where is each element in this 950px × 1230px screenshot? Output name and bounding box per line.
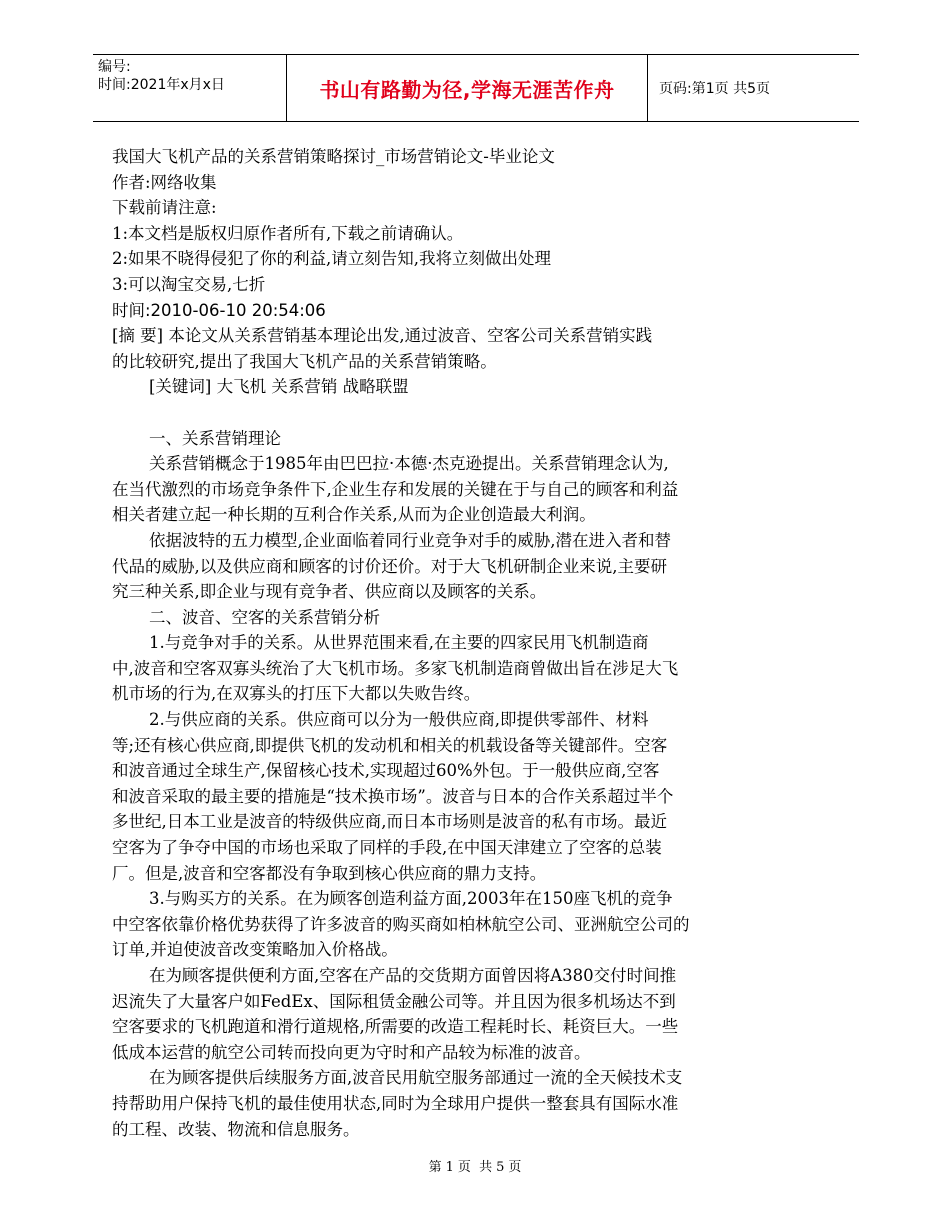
document-body <box>112 144 772 1142</box>
abstract-line-1: [摘 要] 本论文从关系营销基本理论出发,通过波音、空客公司关系营销实践 <box>112 326 653 346</box>
doc-number-label: 编号: <box>98 59 131 75</box>
page-header <box>93 54 859 122</box>
doc-title: 我国大飞机产品的关系营销策略探讨_市场营销论文-毕业论文 <box>112 147 555 166</box>
paragraph-line: 和波音通过全球生产,保留核心技术,实现超过60%外包。于一般供应商,空客 <box>112 761 660 781</box>
paragraph-line: 在为顾客提供便利方面,空客在产品的交货期方面曾因将A380交付时间推 <box>149 966 677 985</box>
paragraph-7 <box>112 1065 772 1142</box>
page-footer <box>0 1156 950 1175</box>
spacer <box>112 400 772 426</box>
paragraph-line: 的工程、改装、物流和信息服务。 <box>112 1119 360 1139</box>
paragraph-line: 持帮助用户保持飞机的最佳使用状态,同时为全球用户提供一整套具有国际水准 <box>112 1093 679 1113</box>
abstract-line-2: 的比较研究,提出了我国大飞机产品的关系营销策略。 <box>112 351 497 371</box>
paragraph-line: 中空客依靠价格优势获得了许多波音的购买商如柏林航空公司、亚洲航空公司的 <box>112 914 690 934</box>
section-heading-1: 一、关系营销理论 <box>149 428 281 448</box>
paragraph-line: 空客为了争夺中国的市场也采取了同样的手段,在中国天津建立了空客的总装 <box>112 838 662 858</box>
paragraph-line: 订单,并迫使波音改变策略加入价格战。 <box>112 940 398 960</box>
paragraph-5 <box>112 886 772 963</box>
paragraph-line: 和波音采取的最主要的措施是“技术换市场”。波音与日本的合作关系超过半个 <box>112 786 674 806</box>
doc-author: 作者:网络收集 <box>112 172 217 192</box>
paragraph-2 <box>112 528 772 605</box>
paragraph-line: 相关者建立起一种长期的互利合作关系,从而为企业创造最大利润。 <box>112 505 596 525</box>
notice-heading: 下载前请注意: <box>112 198 217 218</box>
paragraph-line: 关系营销概念于1985年由巴巴拉·本德·杰克逊提出。关系营销理念认为, <box>149 454 669 474</box>
doc-time-label: 时间:2021年x月x日 <box>98 77 225 93</box>
paragraph-line: 依据波特的五力模型,企业面临着同行业竞争对手的威胁,潜在进入者和替 <box>149 530 671 550</box>
footer-page-number: 1 <box>445 1160 454 1175</box>
paragraph-line: 2.与供应商的关系。供应商可以分为一般供应商,即提供零部件、材料 <box>149 710 649 730</box>
header-motto: 书山有路勤为径,学海无涯苦作舟 <box>319 77 615 102</box>
paragraph-line: 究三种关系,即企业与现有竞争者、供应商以及顾客的关系。 <box>112 582 547 602</box>
notice-item-3: 3:可以淘宝交易,七折 <box>112 274 266 294</box>
paragraph-line: 空客要求的飞机跑道和滑行道规格,所需要的改造工程耗时长、耗资巨大。一些 <box>112 1017 679 1037</box>
notice-item-1: 1:本文档是版权归原作者所有,下载之前请确认。 <box>112 223 464 243</box>
header-page-info <box>659 55 770 121</box>
paragraph-line: 多世纪,日本工业是波音的特级供应商,而日本市场则是波音的私有市场。最近 <box>112 812 667 832</box>
paragraph-line: 机市场的行为,在双寡头的打压下大都以失败告终。 <box>112 684 481 704</box>
section-heading-2: 二、波音、空客的关系营销分析 <box>149 607 380 627</box>
paragraph-line: 中,波音和空客双寡头统治了大飞机市场。多家飞机制造商曾做出旨在涉足大飞 <box>112 658 679 678</box>
paragraph-6 <box>112 963 772 1065</box>
footer-gong: 共 <box>479 1160 493 1175</box>
footer-di: 第 <box>428 1160 442 1175</box>
paragraph-line: 迟流失了大量客户如FedEx、国际租赁金融公司等。并且因为很多机场达不到 <box>112 991 676 1011</box>
paragraph-1 <box>112 451 772 528</box>
paragraph-line: 在当代激烈的市场竞争条件下,企业生存和发展的关键在于与自己的顾客和利益 <box>112 479 679 499</box>
header-page-label: 页码:第1页 共5页 <box>659 81 770 97</box>
paragraph-line: 1.与竞争对手的关系。从世界范围来看,在主要的四家民用飞机制造商 <box>149 633 649 653</box>
footer-total-pages: 5 <box>496 1160 505 1175</box>
doc-time: 时间:2010-06-10 20:54:06 <box>112 300 326 320</box>
header-meta <box>98 58 225 94</box>
paragraph-line: 3.与购买方的关系。在为顾客创造利益方面,2003年在150座飞机的竞争 <box>149 889 673 909</box>
paragraph-line: 厂。但是,波音和空客都没有争取到核心供应商的鼎力支持。 <box>112 863 547 883</box>
paragraph-3 <box>112 630 772 707</box>
paragraph-line: 等;还有核心供应商,即提供飞机的发动机和相关的机载设备等关键部件。空客 <box>112 735 668 755</box>
paragraph-line: 低成本运营的航空公司转而投向更为守时和产品较为标准的波音。 <box>112 1042 591 1062</box>
header-motto-cell <box>286 55 648 121</box>
paragraph-line: 代品的威胁,以及供应商和顾客的讨价还价。对于大飞机研制企业来说,主要研 <box>112 556 667 576</box>
notice-item-2: 2:如果不晓得侵犯了你的利益,请立刻告知,我将立刻做出处理 <box>112 249 552 269</box>
keywords: [关键词] 大飞机 关系营销 战略联盟 <box>149 377 409 397</box>
paragraph-line: 在为顾客提供后续服务方面,波音民用航空服务部通过一流的全天候技术支 <box>149 1068 683 1088</box>
footer-ye2: 页 <box>508 1160 522 1175</box>
paragraph-4 <box>112 707 772 886</box>
footer-ye: 页 <box>457 1160 471 1175</box>
